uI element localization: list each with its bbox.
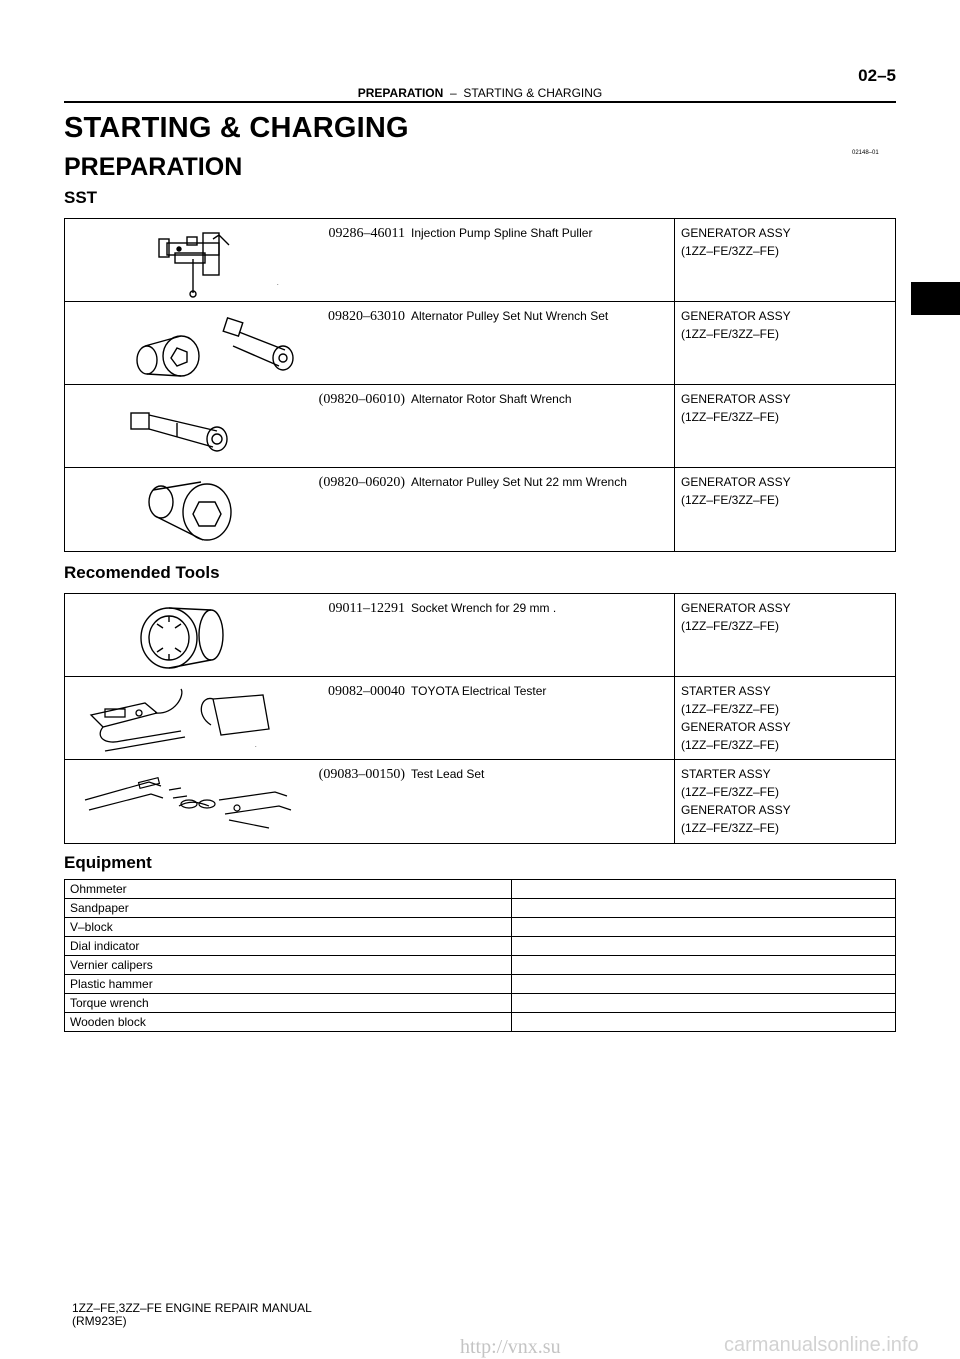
part-number: (09820–06010) (318, 392, 405, 407)
footer-manual-code: (RM923E) (72, 1314, 127, 1328)
tool-name: Injection Pump Spline Shaft Puller (411, 226, 593, 240)
part-number: 09286–46011 (328, 226, 405, 241)
footer (72, 1302, 312, 1328)
recommended-tools-table (64, 593, 896, 844)
brand-watermark: carmanualsonline.info (724, 1334, 919, 1356)
equipment-heading: Equipment (64, 853, 152, 872)
tool-name: Test Lead Set (411, 767, 485, 781)
table-row (65, 468, 895, 551)
equipment-item: Sandpaper (65, 899, 512, 918)
tool-application (674, 677, 895, 759)
equipment-note (512, 918, 896, 937)
equipment-item: Ohmmeter (65, 880, 512, 899)
tool-application (674, 594, 895, 676)
application-line: (1ZZ–FE/3ZZ–FE) (681, 410, 780, 424)
table-row (65, 975, 896, 994)
application-line: GENERATOR ASSY (681, 720, 791, 734)
application-line: STARTER ASSY (681, 767, 771, 781)
footer-manual-title: 1ZZ–FE,3ZZ–FE ENGINE REPAIR MANUAL (72, 1301, 312, 1315)
equipment-item: Wooden block (65, 1013, 512, 1032)
equipment-item: Plastic hammer (65, 975, 512, 994)
table-row (65, 994, 896, 1013)
application-line: (1ZZ–FE/3ZZ–FE) (681, 327, 780, 341)
svg-text:.: . (277, 281, 279, 287)
equipment-item: V–block (65, 918, 512, 937)
equipment-note (512, 880, 896, 899)
equipment-note (512, 899, 896, 918)
section-tab-marker (911, 282, 960, 315)
table-row (65, 760, 895, 843)
equipment-table (64, 879, 896, 1032)
part-number: 09082–00040 (328, 684, 405, 699)
application-line: (1ZZ–FE/3ZZ–FE) (681, 821, 780, 835)
table-row (65, 219, 895, 302)
table-row (65, 594, 895, 677)
application-line: GENERATOR ASSY (681, 226, 791, 240)
svg-text:.: . (255, 743, 257, 749)
tool-name: TOYOTA Electrical Tester (411, 684, 547, 698)
application-line: GENERATOR ASSY (681, 803, 791, 817)
equipment-note (512, 1013, 896, 1032)
application-line: (1ZZ–FE/3ZZ–FE) (681, 619, 780, 633)
table-row (65, 918, 896, 937)
page-number: 02–5 (858, 66, 896, 85)
header-topic: STARTING & CHARGING (463, 86, 603, 100)
equipment-note (512, 975, 896, 994)
sst-heading: SST (64, 188, 98, 207)
tool-name: Alternator Rotor Shaft Wrench (411, 392, 572, 406)
application-line: STARTER ASSY (681, 684, 771, 698)
watermark-link[interactable]: http://vnx.su (460, 1336, 561, 1358)
application-line: GENERATOR ASSY (681, 601, 791, 615)
tool-name: Socket Wrench for 29 mm . (411, 601, 557, 615)
tool-application (674, 219, 895, 301)
application-line: (1ZZ–FE/3ZZ–FE) (681, 493, 780, 507)
table-row (65, 302, 895, 385)
application-line: (1ZZ–FE/3ZZ–FE) (681, 244, 780, 258)
header-rule (64, 101, 896, 103)
part-number: (09083–00150) (318, 767, 405, 782)
table-row (65, 899, 896, 918)
header-section: PREPARATION (357, 86, 444, 100)
application-line: GENERATOR ASSY (681, 475, 791, 489)
table-row (65, 385, 895, 468)
table-row (65, 677, 895, 760)
equipment-item: Torque wrench (65, 994, 512, 1013)
recommended-tools-heading: Recomended Tools (64, 563, 220, 582)
table-row (65, 880, 896, 899)
tool-application (674, 468, 895, 551)
page-subtitle: PREPARATION (64, 153, 243, 181)
part-number: 09820–63010 (328, 309, 405, 324)
table-row (65, 1013, 896, 1032)
application-line: GENERATOR ASSY (681, 309, 791, 323)
table-row (65, 937, 896, 956)
reference-code: 02148–01 (852, 150, 879, 156)
part-number: 09011–12291 (328, 601, 405, 616)
part-number: (09820–06020) (318, 475, 405, 490)
application-line: (1ZZ–FE/3ZZ–FE) (681, 785, 780, 799)
tool-name: Alternator Pulley Set Nut Wrench Set (411, 309, 609, 323)
equipment-note (512, 956, 896, 975)
tool-name: Alternator Pulley Set Nut 22 mm Wrench (411, 475, 627, 489)
equipment-note (512, 994, 896, 1013)
equipment-item: Vernier calipers (65, 956, 512, 975)
tool-application (674, 760, 895, 843)
page-title: STARTING & CHARGING (64, 112, 409, 144)
application-line: GENERATOR ASSY (681, 392, 791, 406)
equipment-note (512, 937, 896, 956)
header-separator: – (449, 86, 457, 100)
tool-application (674, 385, 895, 467)
equipment-item: Dial indicator (65, 937, 512, 956)
sst-table (64, 218, 896, 552)
table-row (65, 956, 896, 975)
tool-application (674, 302, 895, 384)
application-line: (1ZZ–FE/3ZZ–FE) (681, 738, 780, 752)
application-line: (1ZZ–FE/3ZZ–FE) (681, 702, 780, 716)
running-header (0, 86, 960, 100)
